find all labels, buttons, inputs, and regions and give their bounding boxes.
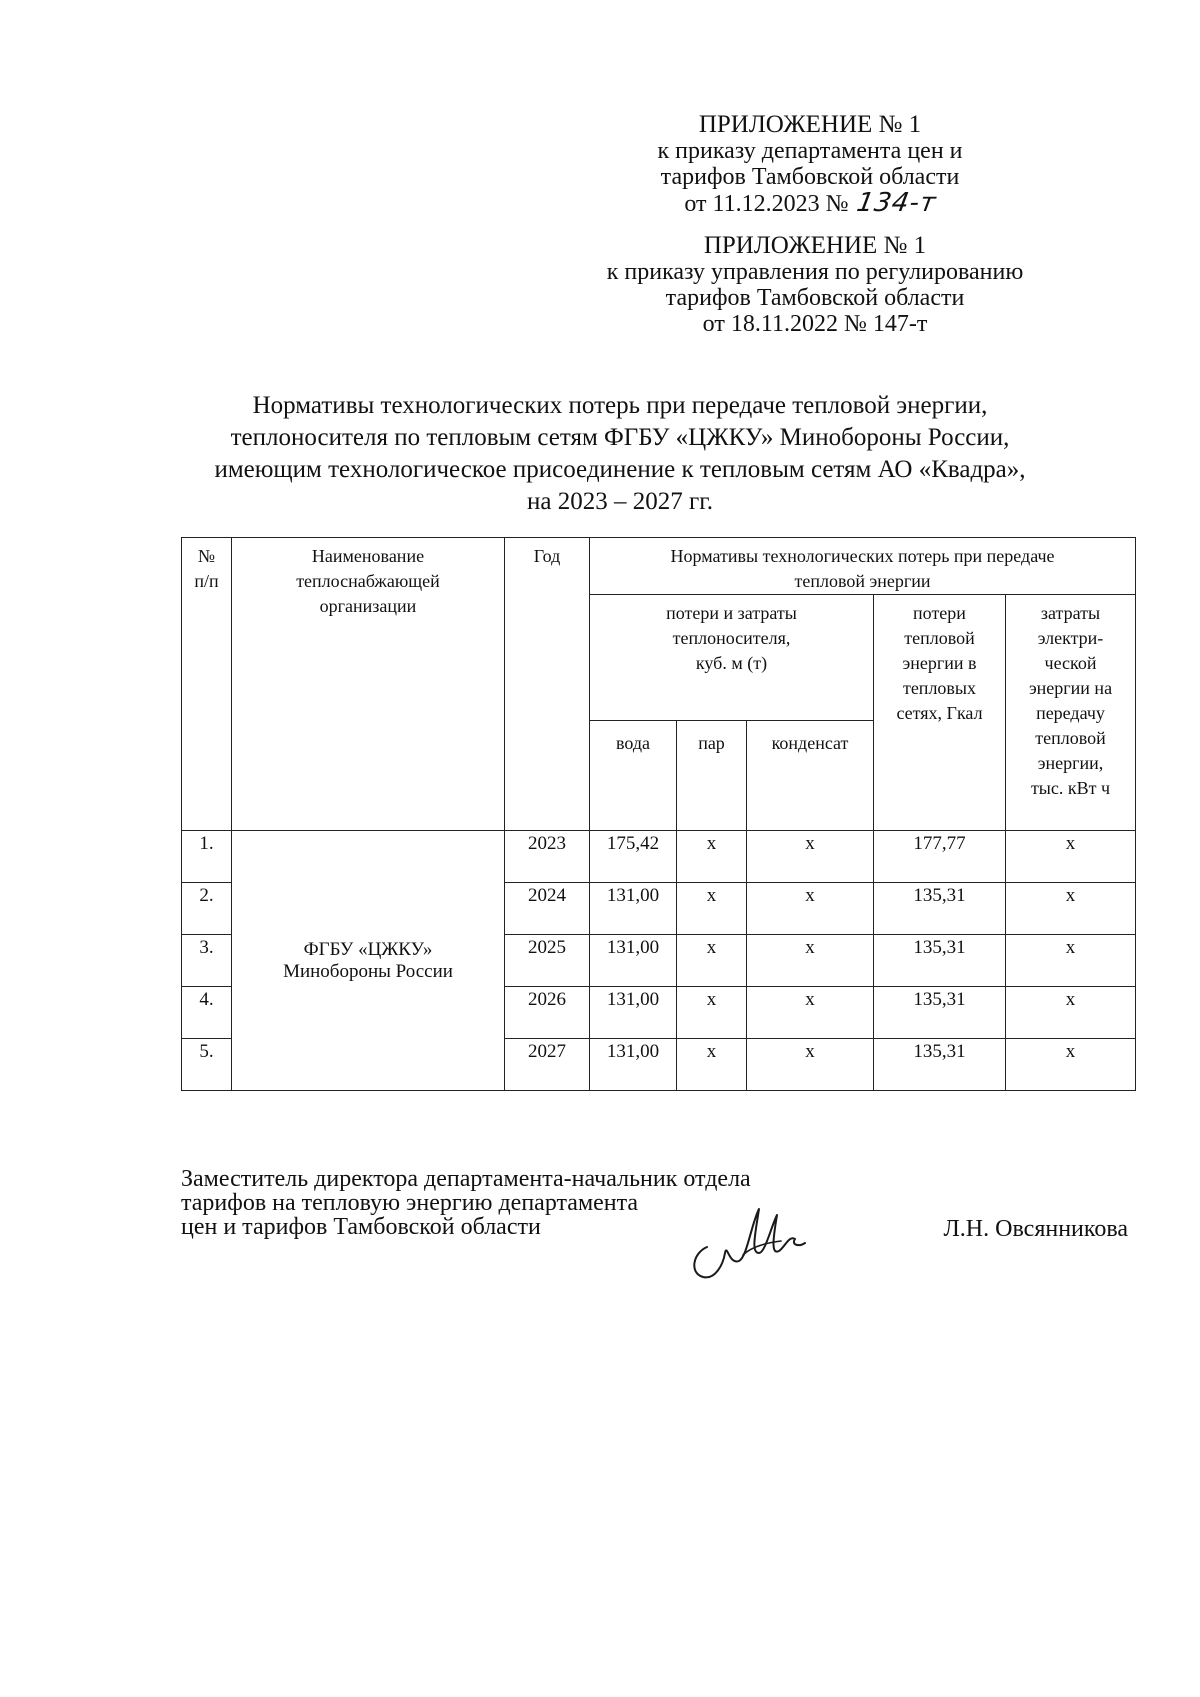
title-line: Нормативы технологических потерь при передаче тепловой энергии, <box>252 392 988 419</box>
cell-steam: х <box>677 831 747 883</box>
header-year: Год <box>505 538 590 831</box>
cell-num: 4. <box>182 987 232 1039</box>
cell-year: 2024 <box>505 883 590 935</box>
cell-water: 131,00 <box>590 987 677 1039</box>
title-line: имеющим технологическое присоединение к тепловым сетям АО «Квадра», <box>214 456 1026 483</box>
cell-electricity: х <box>1006 883 1136 935</box>
position-line: Заместитель директора департамента-начальник отдела <box>181 1166 751 1192</box>
handwritten-order-number: 134-т <box>853 188 939 218</box>
title-line: теплоносителя по тепловым сетям ФГБУ «ЦЖКУ» Минобороны России, <box>230 424 1010 451</box>
cell-condensate: х <box>747 883 874 935</box>
cell-steam: х <box>677 987 747 1039</box>
header-organization: Наименование теплоснабжающей организации <box>232 538 505 831</box>
appendix-header-current <box>600 112 1020 217</box>
header-norms: Нормативы технологических потерь при передаче тепловой энергии <box>590 538 1136 595</box>
cell-condensate: х <box>747 935 874 987</box>
cell-steam: х <box>677 935 747 987</box>
cell-steam: х <box>677 883 747 935</box>
cell-num: 3. <box>182 935 232 987</box>
appendix-order-line: к приказу департамента цен и <box>657 138 963 164</box>
header-condensate: конденсат <box>747 721 874 831</box>
document-title <box>160 390 1080 518</box>
handwritten-signature <box>685 1195 815 1285</box>
cell-heat-losses: 177,77 <box>874 831 1006 883</box>
appendix-order-date: от 18.11.2022 № 147-т <box>702 311 928 337</box>
cell-water: 131,00 <box>590 1039 677 1091</box>
header-num: № п/п <box>182 538 232 831</box>
cell-condensate: х <box>747 1039 874 1091</box>
norms-table <box>181 537 1136 1091</box>
cell-year: 2025 <box>505 935 590 987</box>
cell-year: 2027 <box>505 1039 590 1091</box>
title-line: на 2023 – 2027 гг. <box>527 488 713 515</box>
cell-condensate: х <box>747 987 874 1039</box>
cell-heat-losses: 135,31 <box>874 1039 1006 1091</box>
signatory-name: Л.Н. Овсянникова <box>943 1216 1128 1242</box>
cell-heat-losses: 135,31 <box>874 935 1006 987</box>
appendix-title: ПРИЛОЖЕНИЕ № 1 <box>703 232 927 259</box>
order-date-text: от 11.12.2023 № <box>684 191 849 217</box>
cell-year: 2023 <box>505 831 590 883</box>
cell-water: 175,42 <box>590 831 677 883</box>
cell-electricity: х <box>1006 1039 1136 1091</box>
header-coolant-losses: потери и затраты теплоносителя, куб. м (т) <box>590 595 874 721</box>
cell-electricity: х <box>1006 831 1136 883</box>
cell-electricity: х <box>1006 935 1136 987</box>
cell-condensate: х <box>747 831 874 883</box>
cell-electricity: х <box>1006 987 1136 1039</box>
cell-year: 2026 <box>505 987 590 1039</box>
cell-organization: ФГБУ «ЦЖКУ» Минобороны России <box>232 831 505 1091</box>
cell-num: 5. <box>182 1039 232 1091</box>
header-heat-losses: потери тепловой энергии в тепловых сетях, Гкал <box>874 595 1006 831</box>
appendix-order-line: тарифов Тамбовской области <box>665 285 965 311</box>
table-row <box>182 831 1136 883</box>
header-steam: пар <box>677 721 747 831</box>
position-line: тарифов на тепловую энергию департамента <box>181 1190 639 1216</box>
header-water: вода <box>590 721 677 831</box>
cell-num: 1. <box>182 831 232 883</box>
cell-num: 2. <box>182 883 232 935</box>
cell-heat-losses: 135,31 <box>874 987 1006 1039</box>
cell-water: 131,00 <box>590 883 677 935</box>
appendix-title: ПРИЛОЖЕНИЕ № 1 <box>698 111 922 138</box>
header-electricity: затраты электри- ческой энергии на передачу тепловой энергии, тыс. кВт ч <box>1006 595 1136 831</box>
cell-steam: х <box>677 1039 747 1091</box>
appendix-order-line: к приказу управления по регулированию <box>606 259 1024 285</box>
appendix-order-date <box>600 190 1020 217</box>
appendix-order-line: тарифов Тамбовской области <box>660 164 960 190</box>
cell-heat-losses: 135,31 <box>874 883 1006 935</box>
cell-water: 131,00 <box>590 935 677 987</box>
appendix-header-original <box>560 233 1070 337</box>
position-line: цен и тарифов Тамбовской области <box>181 1214 541 1240</box>
